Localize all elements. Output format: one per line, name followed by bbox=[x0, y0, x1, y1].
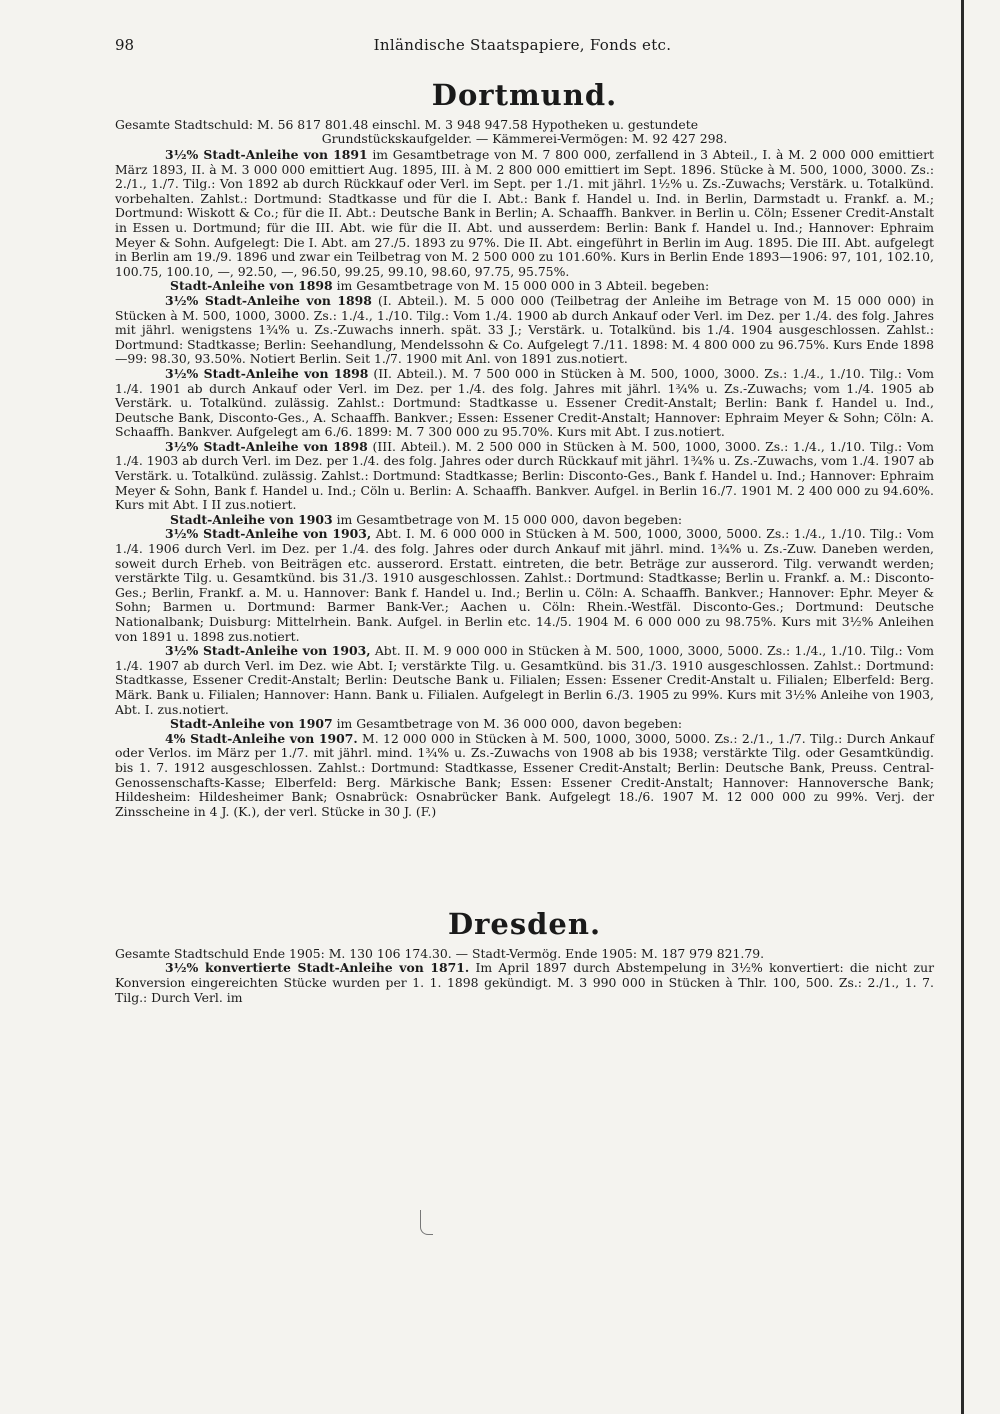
subsection-text: im Gesamtbetrage von M. 15 000 000 in 3 Abteil. begeben: bbox=[332, 278, 710, 294]
subsection-text: im Gesamtbetrage von M. 15 000 000, davon begeben: bbox=[332, 511, 683, 527]
entry-heading: 3½% Stadt-Anleihe von 1898 bbox=[165, 438, 368, 454]
entry-text: M. 12 000 000 in Stücken à M. 500, 1000, 3000, 5000. Zs.: 2./1., 1./7. Tilg.: Durch Ankauf oder Verlos. im März per 1./7. mit jährl. mind. 1¾% u. Zs.-Zuwachs von 1908 ab bis 1938; verstärkte Tilg. oder Gesamtkündig. bis 1. 7. 1912 ausgeschlossen. Zahlst.: Dortmund: Stadtkasse, Essener Credit-Anstalt; Berlin: Deutsche Bank, Preuss. Central-Genossenschafts-Kasse; Elberfeld: Berg. Märkische Bank; Essen: Essener Credit-Anstalt; Hannover: Hannoversche Bank; Hildesheim: Hildesheimer Bank; Osnabrück: Osnabrücker Bank. Aufgelegt 18./6. 1907 M. 12 000 000 zu 99%. Verj. der Zinsscheine in 4 J. (K.), der verl. Stücke in 30 J. (F.) bbox=[115, 730, 934, 819]
entry-heading: 3½% Stadt-Anleihe von 1903, bbox=[165, 526, 372, 542]
entry-heading: 3½% Stadt-Anleihe von 1903, bbox=[165, 643, 371, 659]
entry-heading: 3½% konvertierte Stadt-Anleihe von 1871. bbox=[165, 960, 470, 976]
subsection-text: im Gesamtbetrage von M. 36 000 000, davon begeben: bbox=[332, 716, 683, 732]
entry-heading: 3½% Stadt-Anleihe von 1898 bbox=[165, 292, 372, 308]
entry-text: (II. Abteil.). M. 7 500 000 in Stücken à M. 500, 1000, 3000. Zs.: 1./4., 1./10. Tilg.: Vom 1./4. 1901 ab durch Ankauf oder Verl. im Dez. per 1./4. des folg. Jahres mit jährl. 1¾% u. Zs.-Zuwachs; vom 1./4. 1905 ab Verstärk. u. Totalkünd. zulässig. Zahlst.: Dortmund: Stadtkasse u. Essener Credit-Anstalt; Berlin: Bank f. Handel u. Ind., Deutsche Bank, Disconto-Ges., A. Schaaffh. Bankver.; Essen: Essener Credit-Anstalt; Hannover: Ephraim Meyer & Sohn; Cöln: A. Schaaffh. Bankver. Aufgelegt am 6./6. 1899: M. 7 300 000 zu 95.70%. Kurs mit Abt. I zus.notiert. bbox=[115, 365, 934, 440]
dresden-summary: Gesamte Stadtschuld Ende 1905: M. 130 106 174.30. — Stadt-Vermög. Ende 1905: M. 187 979 821.79. bbox=[115, 946, 765, 962]
subsection-anleihe-1907 bbox=[115, 717, 934, 732]
subsection-heading: Stadt-Anleihe von 1907 bbox=[170, 716, 333, 732]
pencil-mark bbox=[420, 1210, 433, 1235]
subsection-heading: Stadt-Anleihe von 1903 bbox=[170, 511, 333, 527]
dortmund-summary bbox=[115, 118, 934, 132]
dortmund-summary-line1: Gesamte Stadtschuld: M. 56 817 801.48 einschl. M. 3 948 947.58 Hypotheken u. gestundete bbox=[115, 117, 699, 132]
entry-text: im Gesamtbetrage von M. 7 800 000, zerfallend in 3 Abteil., I. à M. 2 000 000 emittiert März 1893, II. à M. 3 000 000 emittiert Aug. 1895, III. à M. 2 800 000 emittiert im Sept. 1896. Stücke à M. 500, 1000, 3000. Zs.: 2./1., 1./7. Tilg.: Von 1892 ab durch Rückkauf oder Verl. im Sept. per 1./1. mit jährl. 1½% u. Zs.-Zuwachs; Verstärk. u. Totalkünd. vorbehalten. Zahlst.: Dortmund: Stadtkasse und für die I. Abt.: Bank f. Handel u. Ind. in Berlin, Darmstadt u. Frankf. a. M.; Dortmund: Wiskott & Co.; für die II. Abt.: Deutsche Bank in Berlin; A. Schaaffh. Bankver. in Berlin u. Cöln; Essener Credit-Anstalt in Essen u. Dortmund; für die III. Abt. wie für die II. Abt. und ausserdem: Berlin: Bank f. Handel u. Ind.; Hannover: Ephraim Meyer & Sohn. Aufgelegt: Die I. Abt. am 27./5. 1893 zu 97%. Die II. Abt. eingeführt in Berlin im Aug. 1895. Die III. Abt. aufgelegt in Berlin am 19./9. 1896 und zwar ein Teilbetrag von M. 2 500 000 zu 101.60%. Kurs in Berlin Ende 1893—1906: 97, 101, 102.10, 100.75, 100.10, —, 92.50, —, 96.50, 99.25, 99.10, 98.60, 97.75, 95.75%. bbox=[115, 147, 934, 279]
entry-heading: 4% Stadt-Anleihe von 1907. bbox=[165, 730, 358, 746]
subsection-heading: Stadt-Anleihe von 1898 bbox=[170, 278, 333, 294]
page-header bbox=[115, 36, 930, 58]
entry-anleihe-1903-abt2 bbox=[115, 644, 934, 717]
entry-dresden-anleihe-1871 bbox=[115, 961, 934, 1005]
section-title-dortmund: Dortmund. bbox=[431, 78, 618, 112]
entry-anleihe-1903-abt1 bbox=[115, 527, 934, 644]
section-title-dresden: Dresden. bbox=[447, 907, 602, 942]
dortmund-summary-line2: Grundstückskaufgelder. — Kämmerei-Vermögen: M. 92 427 298. bbox=[321, 131, 728, 146]
entry-text: (III. Abteil.). M. 2 500 000 in Stücken à M. 500, 1000, 3000. Zs.: 1./4., 1./10. Tilg.: Vom 1./4. 1903 ab durch Verl. im Dez. per 1./4. des folg. Jahres oder durch Rückkauf mit jährl. 1¾% u. Zs.-Zuwachs, vom 1./4. 1907 ab Verstärk. u. Totalkünd. zulässig. Zahlst.: Dortmund: Stadtkasse; Berlin: Disconto-Ges., Bank f. Handel u. Ind.; Hannover: Ephraim Meyer & Sohn, Bank f. Handel u. Ind.; Cöln u. Berlin: A. Schaaffh. Bankver. Aufgel. in Berlin 16./7. 1901 M. 2 400 000 zu 94.60%. Kurs mit Abt. I II zus.notiert. bbox=[115, 438, 934, 513]
entry-text: Abt. I. M. 6 000 000 in Stücken à M. 500, 1000, 3000, 5000. Zs.: 1./4., 1./10. Tilg.: Vom 1./4. 1906 durch Verl. im Dez. per 1./4. des folg. Jahres oder durch Ankauf mit jährl. mind. 1¾% u. Zs.-Zuw. Daneben werden, soweit durch Erheb. von Beiträgen etc. ausserord. Erstatt. eintreten, die betr. Beträge zur ausserord. Tilg. verwandt werden; verstärkte Tilg. u. Gesamtkünd. bis 31./3. 1910 ausgeschlossen. Zahlst.: Dortmund: Stadtkasse; Berlin u. Frankf. a. M.: Disconto-Ges.; Berlin, Frankf. a. M. u. Hannover: Bank f. Handel u. Ind.; Berlin u. Cöln: A. Schaaffh. Bankver.; Hannover: Ephr. Meyer & Sohn; Barmen u. Dortmund: Barmer Bank-Ver.; Aachen u. Cöln: Rhein.-Westfäl. Disconto-Ges.; Dortmund: Deutsche Nationalbank; Duisburg: Mittelrhein. Bank. Aufgel. in Berlin etc. 14./5. 1904 M. 6 000 000 zu 98.75%. Kurs mit 3½% Anleihen von 1891 u. 1898 zus.notiert. bbox=[115, 526, 934, 644]
running-head: Inländische Staatspapiere, Fonds etc. bbox=[373, 36, 672, 54]
subsection-anleihe-1898 bbox=[115, 279, 934, 294]
entry-heading: 3½% Stadt-Anleihe von 1891 bbox=[165, 147, 368, 162]
subsection-anleihe-1903 bbox=[115, 513, 934, 528]
page-edge-rule bbox=[961, 0, 964, 1414]
entry-anleihe-1898-abt1 bbox=[115, 294, 934, 367]
page-number: 98 bbox=[115, 36, 135, 54]
entry-text: Abt. II. M. 9 000 000 in Stücken à M. 500, 1000, 3000, 5000. Zs.: 1./4., 1./10. Tilg.: Vom 1./4. 1907 ab durch Verl. im Dez. wie Abt. I; verstärkte Tilg. u. Gesamtkünd. bis 31./3. 1910 ausgeschlossen. Zahlst.: Dortmund: Stadtkasse, Essener Credit-Anstalt; Berlin: Deutsche Bank u. Filialen; Essen: Essener Credit-Anstalt u. Filialen; Elberfeld: Berg. Märk. Bank u. Filialen; Hannover: Hann. Bank u. Filialen. Aufgelegt in Berlin 6./3. 1905 zu 99%. Kurs mit 3½% Anleihe von 1903, Abt. I. zus.notiert. bbox=[115, 643, 934, 717]
entry-text: (I. Abteil.). M. 5 000 000 (Teilbetrag der Anleihe im Betrage von M. 15 000 000) in Stücken à M. 500, 1000, 3000. Zs.: 1./4., 1./10. Tilg.: Vom 1./4. 1900 ab durch Ankauf oder Verl. im Dez. per 1./4. des folg. Jahres mit jährl. wenigstens 1¾% u. Zs.-Zuwachs innerh. spät. 33 J.; Verstärk. u. Totalkünd. bis 1./4. 1904 ausgeschlossen. Zahlst.: Dortmund: Stadtkasse; Berlin: Seehandlung, Mendelssohn & Co. Aufgelegt 7./11. 1898: M. 4 800 000 zu 96.75%. Kurs Ende 1898—99: 98.30, 93.50%. Notiert Berlin. Seit 1./7. 1900 mit Anl. von 1891 zus.notiert. bbox=[115, 292, 934, 367]
entry-anleihe-1898-abt3 bbox=[115, 440, 934, 513]
section-gap bbox=[115, 819, 934, 907]
entry-anleihe-1907 bbox=[115, 732, 934, 820]
entry-heading: 3½% Stadt-Anleihe von 1898 bbox=[165, 365, 369, 381]
entry-anleihe-1898-abt2 bbox=[115, 367, 934, 440]
entry-anleihe-1891 bbox=[115, 148, 934, 279]
entry-text: Im April 1897 durch Abstempelung in 3½% konvertiert: die nicht zur Konversion eingereichten Stücke wurden per 1. 1. 1898 gekündigt. M. 3 990 000 in Stücken à Thlr. 100, 500. Zs.: 2./1., 1. 7. Tilg.: Durch Verl. im bbox=[115, 960, 934, 1005]
page-body bbox=[115, 78, 934, 1005]
